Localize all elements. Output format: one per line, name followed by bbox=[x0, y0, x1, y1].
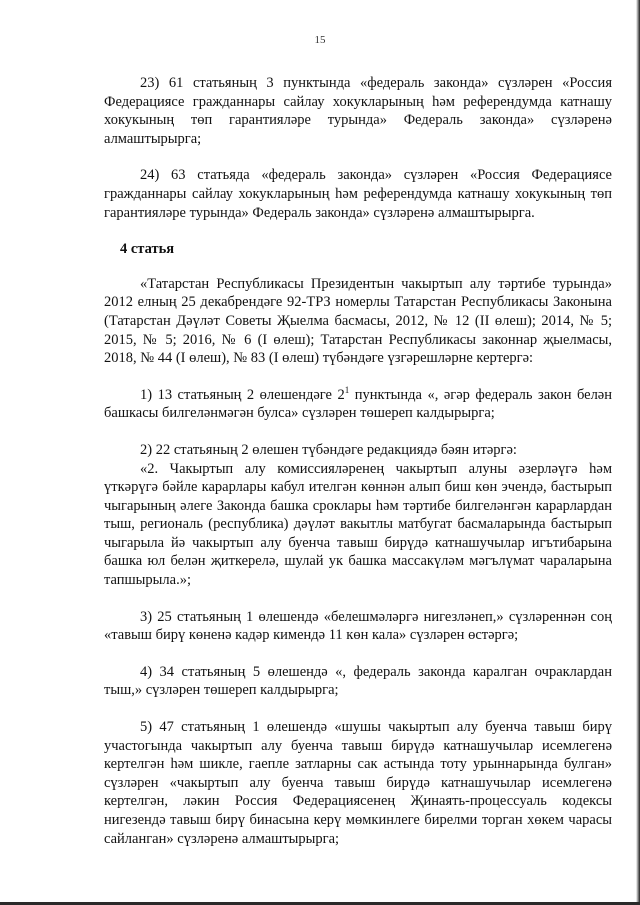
paragraph-item-24: 24) 63 статьяда «федераль законда» сүзләрен «Россия Федерациясе гражданнары сайлау хокукларының һәм референдумда катнашу хокукының төп гарантияләре турында» Федераль законда» сүзләренә алмаштырырга. bbox=[104, 167, 612, 221]
item-1-text-start: 1) 13 статьяның 2 өлешендәге 2 bbox=[140, 386, 345, 403]
paragraph-item-23: 23) 61 статьяның 3 пунктында «федераль законда» сүзләрен «Россия Федерациясе гражданнары сайлау хокукларының һәм референдумда катнашу хокукының төп гарантияләре турында» Федераль законда» сүзләренә алмаштырырга; bbox=[104, 75, 612, 147]
item-1-text-end: пунктында «, әгәр федераль закон белән башкасы билгеләнмәгән булса» сүзләрен төшереп калдырырга; bbox=[104, 386, 612, 422]
paragraph-item-1 bbox=[104, 386, 612, 423]
scan-right-edge bbox=[636, 0, 640, 905]
paragraph-item-3: 3) 25 статьяның 1 өлешендә «белешмәләргә нигезләнеп,» сүзләреннән соң «тавыш бирү көненә кадәр кимендә 11 көн кала» сүзләрен өстәргә; bbox=[104, 608, 612, 644]
article-intro-paragraph: «Татарстан Республикасы Президентын чакыртып алу тәртибе турында» 2012 елның 25 декабрендәге 92-ТРЗ номерлы Татарстан Республикасы Законына (Татарстан Дәүләт Советы Җыелма басмасы, 2012, № 12 (II өлеш); 2014, № 5; 2015, № 5; 2016, № 6 (I өлеш); Татарстан Республикасы законнар җыелмасы, 2018, № 44 (I өлеш), № 83 (I өлеш) түбәндәге үзгәрешләрне кертергә: bbox=[104, 275, 612, 367]
paragraph-item-4: 4) 34 статьяның 5 өлешендә «, федераль законда каралган очраклардан тыш,» сүзләрен төшереп калдырырга; bbox=[104, 663, 612, 699]
item-1-superscript: 1 bbox=[344, 384, 350, 395]
paragraph-item-2-quote: «2. Чакыртып алу комиссияләренең чакыртып алуны әзерләүгә һәм үткәрүгә бәйле карарлары кабул ителгән көннән алып биш көн эчендә, бастырып чыгарының әлеге Законда башка сроклары һәм тәртибе билгеләнгән карарлардан тыш, региональ (республика) дәүләт вакытлы матбугат басмаларында бастырып чыгарыла йә чакыртып алу буенча тавыш бирүдә катнашучылар игътибарына башка юл белән җиткерелә, шулай ук башка массакүләм мәгълүмат чараларына тапшырыла.»; bbox=[104, 460, 612, 589]
paragraph-item-2-intro: 2) 22 статьяның 2 өлешен түбәндәге редакциядә бәян итәргә: bbox=[140, 441, 517, 458]
page-number: 15 bbox=[314, 34, 326, 46]
paragraph-item-5: 5) 47 статьяның 1 өлешендә «шушы чакыртып алу буенча тавыш бирү участогында чакыртып алу буенча тавыш бирүдә катнашучылар исемлегенә кертелгән һәм шикле, гаепле затларны сак астында тоту урыннарында булган» сүзләрен «чакыртып алу буенча тавыш бирүдә катнашучылар исемлегенә кертелгән, ләкин Россия Федерациясенең Җинаять-процессуаль кодексы нигезендә тавыш бирү бинасына керү мөмкинлеге бирелми торган хөкем чарасы сайланган» сүзләренә алмаштырырга; bbox=[104, 719, 612, 847]
document-body bbox=[104, 74, 612, 848]
article-heading: 4 статья bbox=[120, 241, 175, 258]
